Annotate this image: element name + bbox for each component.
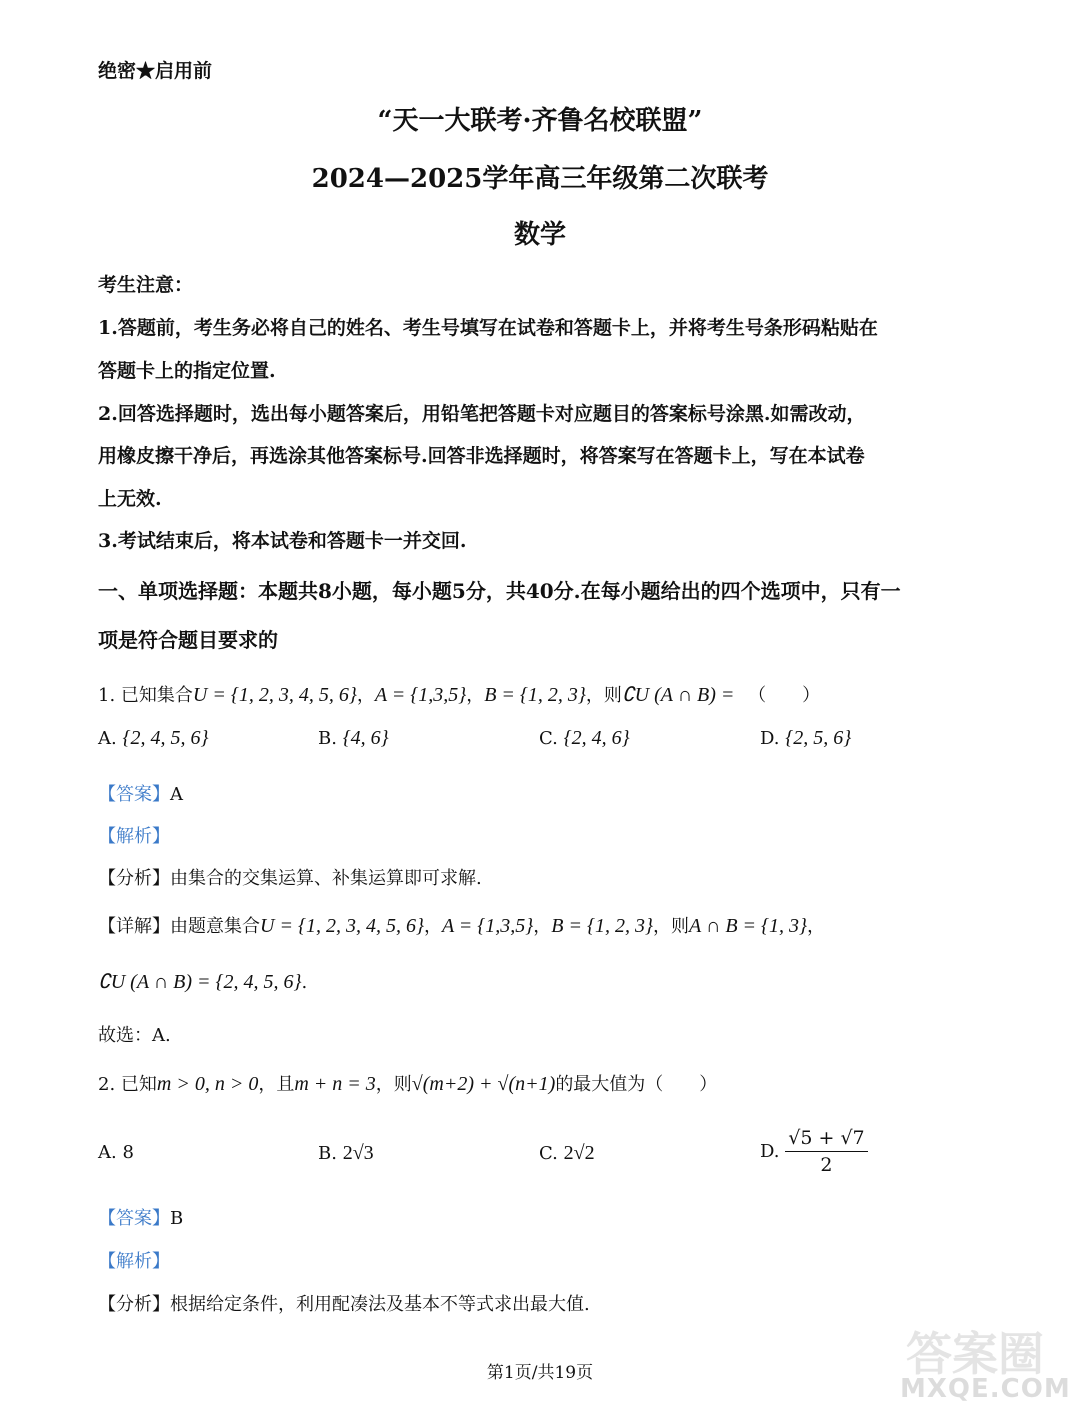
q2-fenxi: 根据给定条件，利用配凑法及基本不等式求出最大值. [170, 1294, 590, 1315]
q1-option-c-value: {2, 4, 6} [563, 727, 630, 749]
q2-option-c [539, 1142, 595, 1165]
q2-answer-tag: 【答案】 [98, 1208, 170, 1229]
secret-label: 绝密★启用前 [98, 60, 213, 82]
notice-item2-line1: 2.回答选择题时，选出每小题答案后，用铅笔把答题卡对应题目的答案标号涂黑.如需改动， [98, 403, 866, 425]
q1-sep2: ， [466, 685, 485, 706]
q2-answer-line [98, 1204, 183, 1230]
q1-option-a [98, 727, 208, 750]
q1-option-c [539, 727, 630, 750]
q1-detail-line [98, 912, 825, 938]
q2-answer: B [170, 1208, 184, 1229]
q1-detail-prefix: 由题意集合 [170, 916, 260, 937]
q2-option-d-denominator: 2 [820, 1154, 833, 1176]
q1-detail-a: A = {1,3,5} [441, 915, 534, 937]
q2-option-b-label: B. [318, 1143, 337, 1164]
q1-detail-b: B = {1, 2, 3} [551, 915, 654, 937]
q1-paren: （ ） [748, 685, 821, 706]
q2-option-c-label: C. [539, 1143, 558, 1164]
q2-prefix: 2. 已知 [98, 1074, 157, 1095]
q1-option-d-value: {2, 5, 6} [785, 727, 852, 749]
q1-detail-comp-line: ∁U (A ∩ B) = {2, 4, 5, 6}. [98, 971, 308, 993]
exam-title-line2: 2024—2025学年高三年级第二次联考 [311, 164, 769, 194]
q1-option-a-value: {2, 4, 5, 6} [122, 727, 209, 749]
q2-mid: ，且 [258, 1074, 295, 1095]
q1-choose: 故选：A. [98, 1025, 171, 1046]
q1-analysis-tag: 【解析】 [98, 826, 170, 847]
q1-answer-line [98, 780, 183, 806]
q1-detail-sep2: ， [533, 916, 552, 937]
q1-set-u: U = {1, 2, 3, 4, 5, 6} [192, 684, 357, 706]
q2-option-c-value: 2√2 [563, 1142, 595, 1164]
notice-item2-line3: 上无效. [98, 488, 162, 510]
q1-stem [98, 681, 820, 707]
q2-option-b [318, 1142, 374, 1165]
q2-then: ，则 [375, 1074, 412, 1095]
q2-stem [98, 1070, 717, 1096]
subject-title: 数学 [513, 220, 566, 250]
q1-prefix: 1. 已知集合 [98, 685, 193, 706]
q1-answer: A [170, 784, 183, 805]
section1-line2: 项是符合题目要求的 [98, 628, 278, 652]
q1-detail-comp: ∁U (A ∩ B) = {2, 4, 5, 6} [98, 971, 302, 993]
q1-sep1: ， [356, 685, 375, 706]
q1-expr: ∁U (A ∩ B) = [621, 684, 735, 706]
q1-fenxi-line [98, 864, 482, 890]
notice-item3: 3.考试结束后，将本试卷和答题卡一并交回. [98, 530, 467, 552]
q1-detail-tag: 【详解】 [98, 916, 170, 937]
watermark-big: 答案圈 [906, 1327, 1044, 1381]
q2-fenxi-tag: 【分析】 [98, 1294, 170, 1315]
q2-expr: √(m+2) + √(n+1) [411, 1073, 556, 1095]
q2-option-b-value: 2√3 [342, 1142, 374, 1164]
q1-option-c-label: C. [539, 728, 558, 749]
q1-detail-sep1: ， [423, 916, 442, 937]
section1-line1: 一、单项选择题：本题共8小题，每小题5分，共40分.在每小题给出的四个选项中，只有一 [98, 579, 901, 603]
q2-option-a [98, 1142, 134, 1163]
notice-item2-line2: 用橡皮擦干净后，再选涂其他答案标号.回答非选择题时，将答案写在答题卡上，写在本试卷 [98, 445, 865, 467]
q2-option-d-numerator: √5 + √7 [785, 1127, 867, 1152]
watermark-site: MXQE.COM [900, 1374, 1071, 1404]
q1-fenxi: 由集合的交集运算、补集运算即可求解. [170, 868, 482, 889]
q1-detail-then: ，则 [653, 916, 690, 937]
q1-option-d [760, 727, 851, 750]
q2-analysis-tag: 【解析】 [98, 1251, 170, 1272]
q1-option-b-label: B. [318, 728, 337, 749]
q2-cond1: m > 0, n > 0 [156, 1073, 259, 1095]
q2-option-d [760, 1127, 868, 1176]
page-footer: 第1页/共19页 [486, 1363, 594, 1383]
q1-option-b-value: {4, 6} [342, 727, 389, 749]
notice-item1-line2: 答题卡上的指定位置. [98, 360, 276, 382]
watermark-logo [900, 1322, 1071, 1404]
q1-detail-ab: A ∩ B = {1, 3} [689, 915, 808, 937]
q1-set-a: A = {1,3,5} [374, 684, 467, 706]
notice-item1-line1: 1.答题前，考生务必将自己的姓名、考生号填写在试卷和答题卡上，并将考生号条形码粘贴在 [98, 317, 878, 339]
q2-fenxi-line [98, 1290, 590, 1316]
q1-option-b [318, 727, 389, 750]
q1-fenxi-tag: 【分析】 [98, 868, 170, 889]
q1-answer-tag: 【答案】 [98, 784, 170, 805]
q1-then: ，则 [585, 685, 622, 706]
q1-set-b: B = {1, 2, 3} [484, 684, 586, 706]
q1-option-d-label: D. [760, 728, 780, 749]
q2-cond2: m + n = 3 [294, 1073, 376, 1095]
q2-suffix: 的最大值为（ ） [555, 1074, 718, 1095]
q1-option-a-label: A. [98, 728, 117, 749]
q2-option-d-fraction [785, 1127, 867, 1176]
q2-option-a-label: A. 8 [98, 1142, 134, 1163]
notice-heading: 考生注意： [98, 274, 194, 296]
q2-option-d-label: D. [760, 1141, 780, 1162]
q1-detail-u: U = {1, 2, 3, 4, 5, 6} [260, 915, 424, 937]
q1-detail-sep3: ， [807, 916, 826, 937]
exam-title-line1: “天一大联考·齐鲁名校联盟” [377, 106, 703, 136]
